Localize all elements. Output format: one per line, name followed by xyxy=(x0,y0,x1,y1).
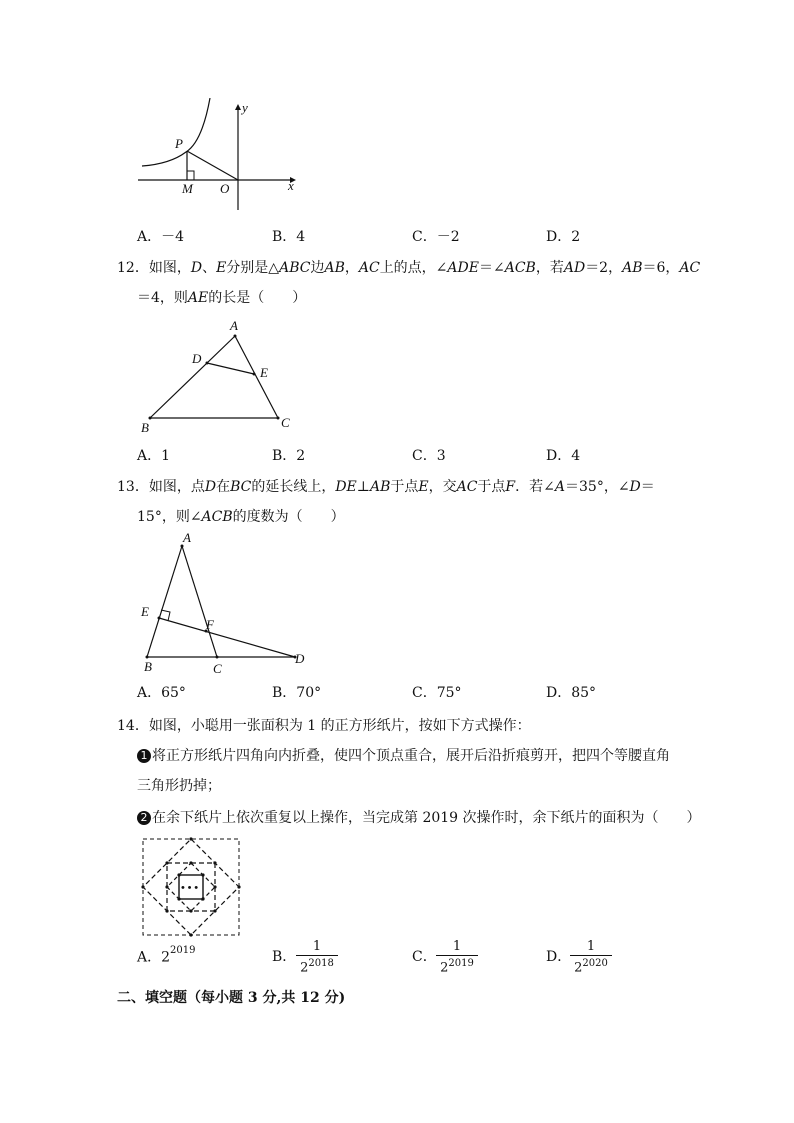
q14-option-b-fraction: $\frac{1}{2^{2018}}$ xyxy=(296,939,338,976)
label-f: F xyxy=(206,617,214,632)
q13-line2: 15°，则∠ACB的度数为（ ） xyxy=(137,509,345,525)
label-c: C xyxy=(213,661,222,676)
q12-option-b: B．2 xyxy=(272,448,306,464)
label-p: P xyxy=(175,136,183,151)
q14-option-d-fraction: $\frac{1}{2^{2020}}$ xyxy=(570,939,612,976)
hyperbola-curve xyxy=(142,98,210,166)
step2-number-icon: 2 xyxy=(137,811,151,825)
q14-line1: 14．如图，小聪用一张面积为 1 的正方形纸片，按如下方式操作： xyxy=(117,718,531,734)
y-axis-arrow xyxy=(235,104,241,110)
q11-option-b: B．4 xyxy=(272,229,306,245)
segment-de xyxy=(207,363,254,374)
center-dots: • • • xyxy=(181,882,199,894)
q13-line1: 13．如图，点D在BC的延长线上，DE⊥AB于点E，交AC于点F．若∠A＝35°，∠D＝ xyxy=(117,479,655,495)
label-x: x xyxy=(288,178,294,193)
q12-figure xyxy=(135,316,305,436)
label-y: y xyxy=(242,100,248,115)
label-d: D xyxy=(295,651,305,666)
q14-option-d-label: D． xyxy=(546,949,572,965)
q11-figure xyxy=(130,98,310,218)
q14-figure xyxy=(140,836,242,938)
label-b: B xyxy=(144,659,152,674)
q13-option-b: B．70° xyxy=(272,685,322,701)
q14-option-b-label: B． xyxy=(272,949,297,965)
q14-option-c-fraction: $\frac{1}{2^{2019}}$ xyxy=(436,939,478,976)
segment-ab xyxy=(147,546,182,657)
q13-option-a: A．65° xyxy=(137,685,186,701)
q11-option-a: A．－4 xyxy=(137,229,185,245)
step1-number-icon: 1 xyxy=(137,749,151,763)
segment-ed xyxy=(159,618,295,657)
label-m: M xyxy=(182,181,193,196)
label-e: E xyxy=(260,365,268,380)
label-e: E xyxy=(141,604,149,619)
q14-step1: 1 将正方形纸片四角向内折叠，使四个顶点重合，展开后沿折痕剪开，把四个等腰直角 xyxy=(137,746,670,766)
label-a: A xyxy=(183,530,191,545)
q14-step1-cont: 三角形扔掉； xyxy=(137,778,221,794)
label-d: D xyxy=(192,351,202,366)
q14-option-c-label: C． xyxy=(412,949,437,965)
q13-option-d: D．85° xyxy=(546,685,597,701)
label-o: O xyxy=(220,181,230,196)
q13-figure xyxy=(135,530,315,680)
label-a: A xyxy=(230,318,238,333)
q12-option-d: D．4 xyxy=(546,448,581,464)
q12-option-a: A．1 xyxy=(137,448,171,464)
triangle-abc xyxy=(150,336,278,418)
section-2-title: 二、填空题（每小题 3 分,共 12 分) xyxy=(117,990,346,1006)
segment-po xyxy=(187,151,238,180)
q13-option-c: C．75° xyxy=(412,685,462,701)
q12-line2: ＝4，则AE的长是（ ） xyxy=(137,290,307,306)
q11-option-d: D．2 xyxy=(546,229,581,245)
q12-option-c: C．3 xyxy=(412,448,446,464)
q12-line1: 12．如图，D、E分别是△ABC边AB，AC上的点，∠ADE＝∠ACB，若AD＝2，AB＝6，AC xyxy=(117,260,701,276)
label-b: B xyxy=(141,420,149,435)
right-angle-mark xyxy=(187,171,194,180)
q11-option-c: C．－2 xyxy=(412,229,460,245)
q14-option-a: A．$2^{2019}$ xyxy=(137,945,196,966)
label-c: C xyxy=(281,415,290,430)
segment-ac xyxy=(182,546,217,657)
q14-step2: 2 在余下纸片上依次重复以上操作，当完成第 2019 次操作时，余下纸片的面积为（ ） xyxy=(137,808,701,828)
